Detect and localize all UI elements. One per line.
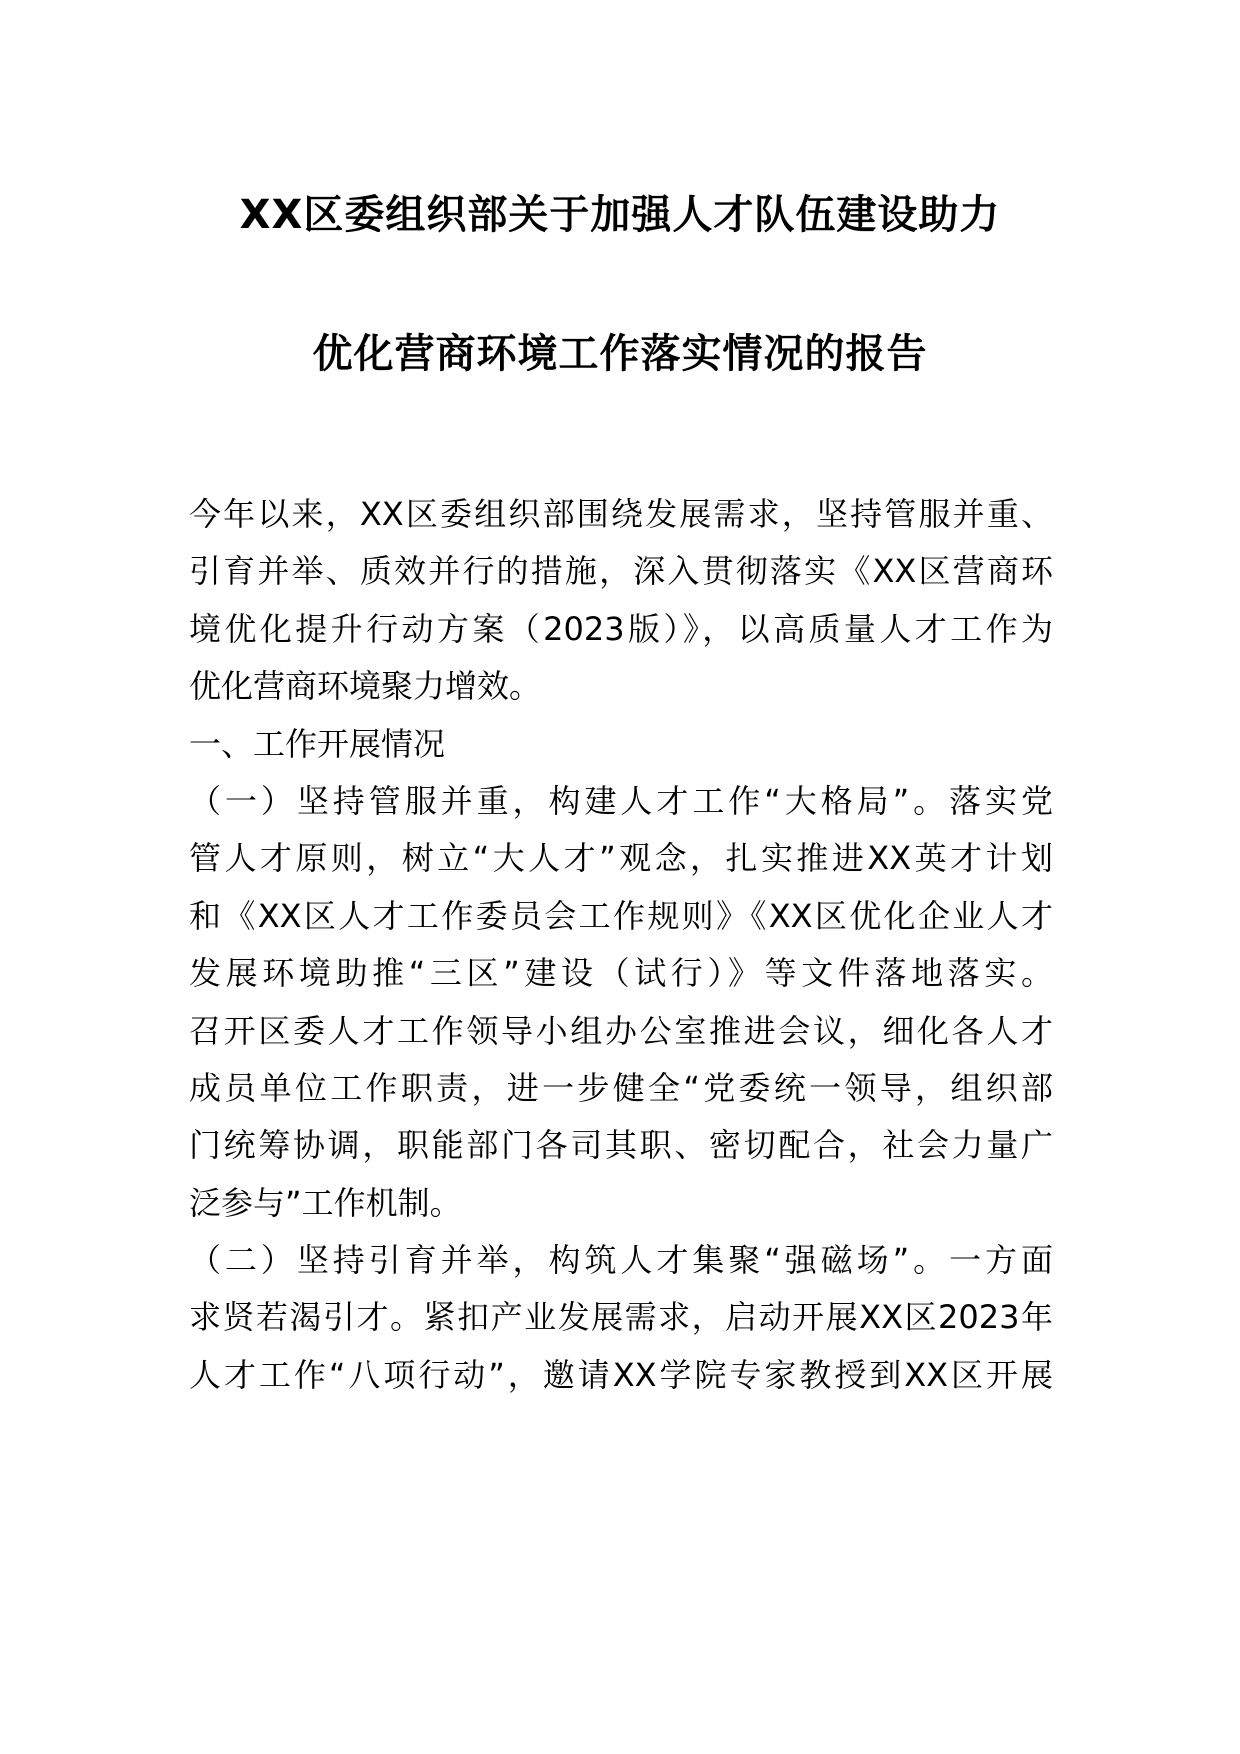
text-line: 召开区委人才工作领导小组办公室推进会议，细化各人才: [189, 1011, 1053, 1050]
section-heading: [189, 716, 1053, 773]
text-line: 成员单位工作职责，进一步健全“党委统一领导，组织部: [189, 1068, 1053, 1107]
text-line: 和《XX区人才工作委员会工作规则》《XX区优化企业人才: [189, 896, 1053, 935]
text-line: 今年以来，XX区委组织部围绕发展需求，坚持管服并重、: [189, 495, 1053, 533]
text-line: 引育并举、质效并行的措施，深入贯彻落实《XX区营商环: [189, 552, 1053, 591]
text-line: 人才工作“八项行动”，邀请XX学院专家教授到XX区开展: [189, 1355, 1053, 1394]
paragraph: [189, 486, 1053, 716]
document-title-line-1: XX区委组织部关于加强人才队伍建设助力: [239, 192, 1001, 238]
text-line: （一）坚持管服并重，构建人才工作“大格局”。落实党: [189, 781, 1053, 820]
paragraph: [189, 1232, 1053, 1404]
text-line: 优化营商环境聚力增效。: [189, 667, 542, 706]
text-line: 发展环境助推“三区”建设（试行）》等文件落地落实。: [189, 954, 1053, 993]
document-title-line-2: 优化营商环境工作落实情况的报告: [312, 331, 928, 377]
text-line: 求贤若渴引才。紧扣产业发展需求，启动开展XX区2023年: [189, 1298, 1053, 1337]
text-line: 门统筹协调，职能部门各司其职、密切配合，社会力量广: [189, 1126, 1053, 1165]
paragraph: [189, 773, 1053, 1232]
text-line: 管人才原则，树立“大人才”观念，扎实推进XX英才计划: [189, 839, 1053, 878]
text-line: 境优化提升行动方案（2023版）》，以高质量人才工作为: [189, 609, 1053, 648]
text-line: 一、工作开展情况: [189, 724, 446, 763]
text-line: （二）坚持引育并举，构筑人才集聚“强磁场”。一方面: [189, 1241, 1053, 1280]
document-body: [189, 486, 1053, 1404]
text-line: 泛参与”工作机制。: [189, 1183, 462, 1222]
